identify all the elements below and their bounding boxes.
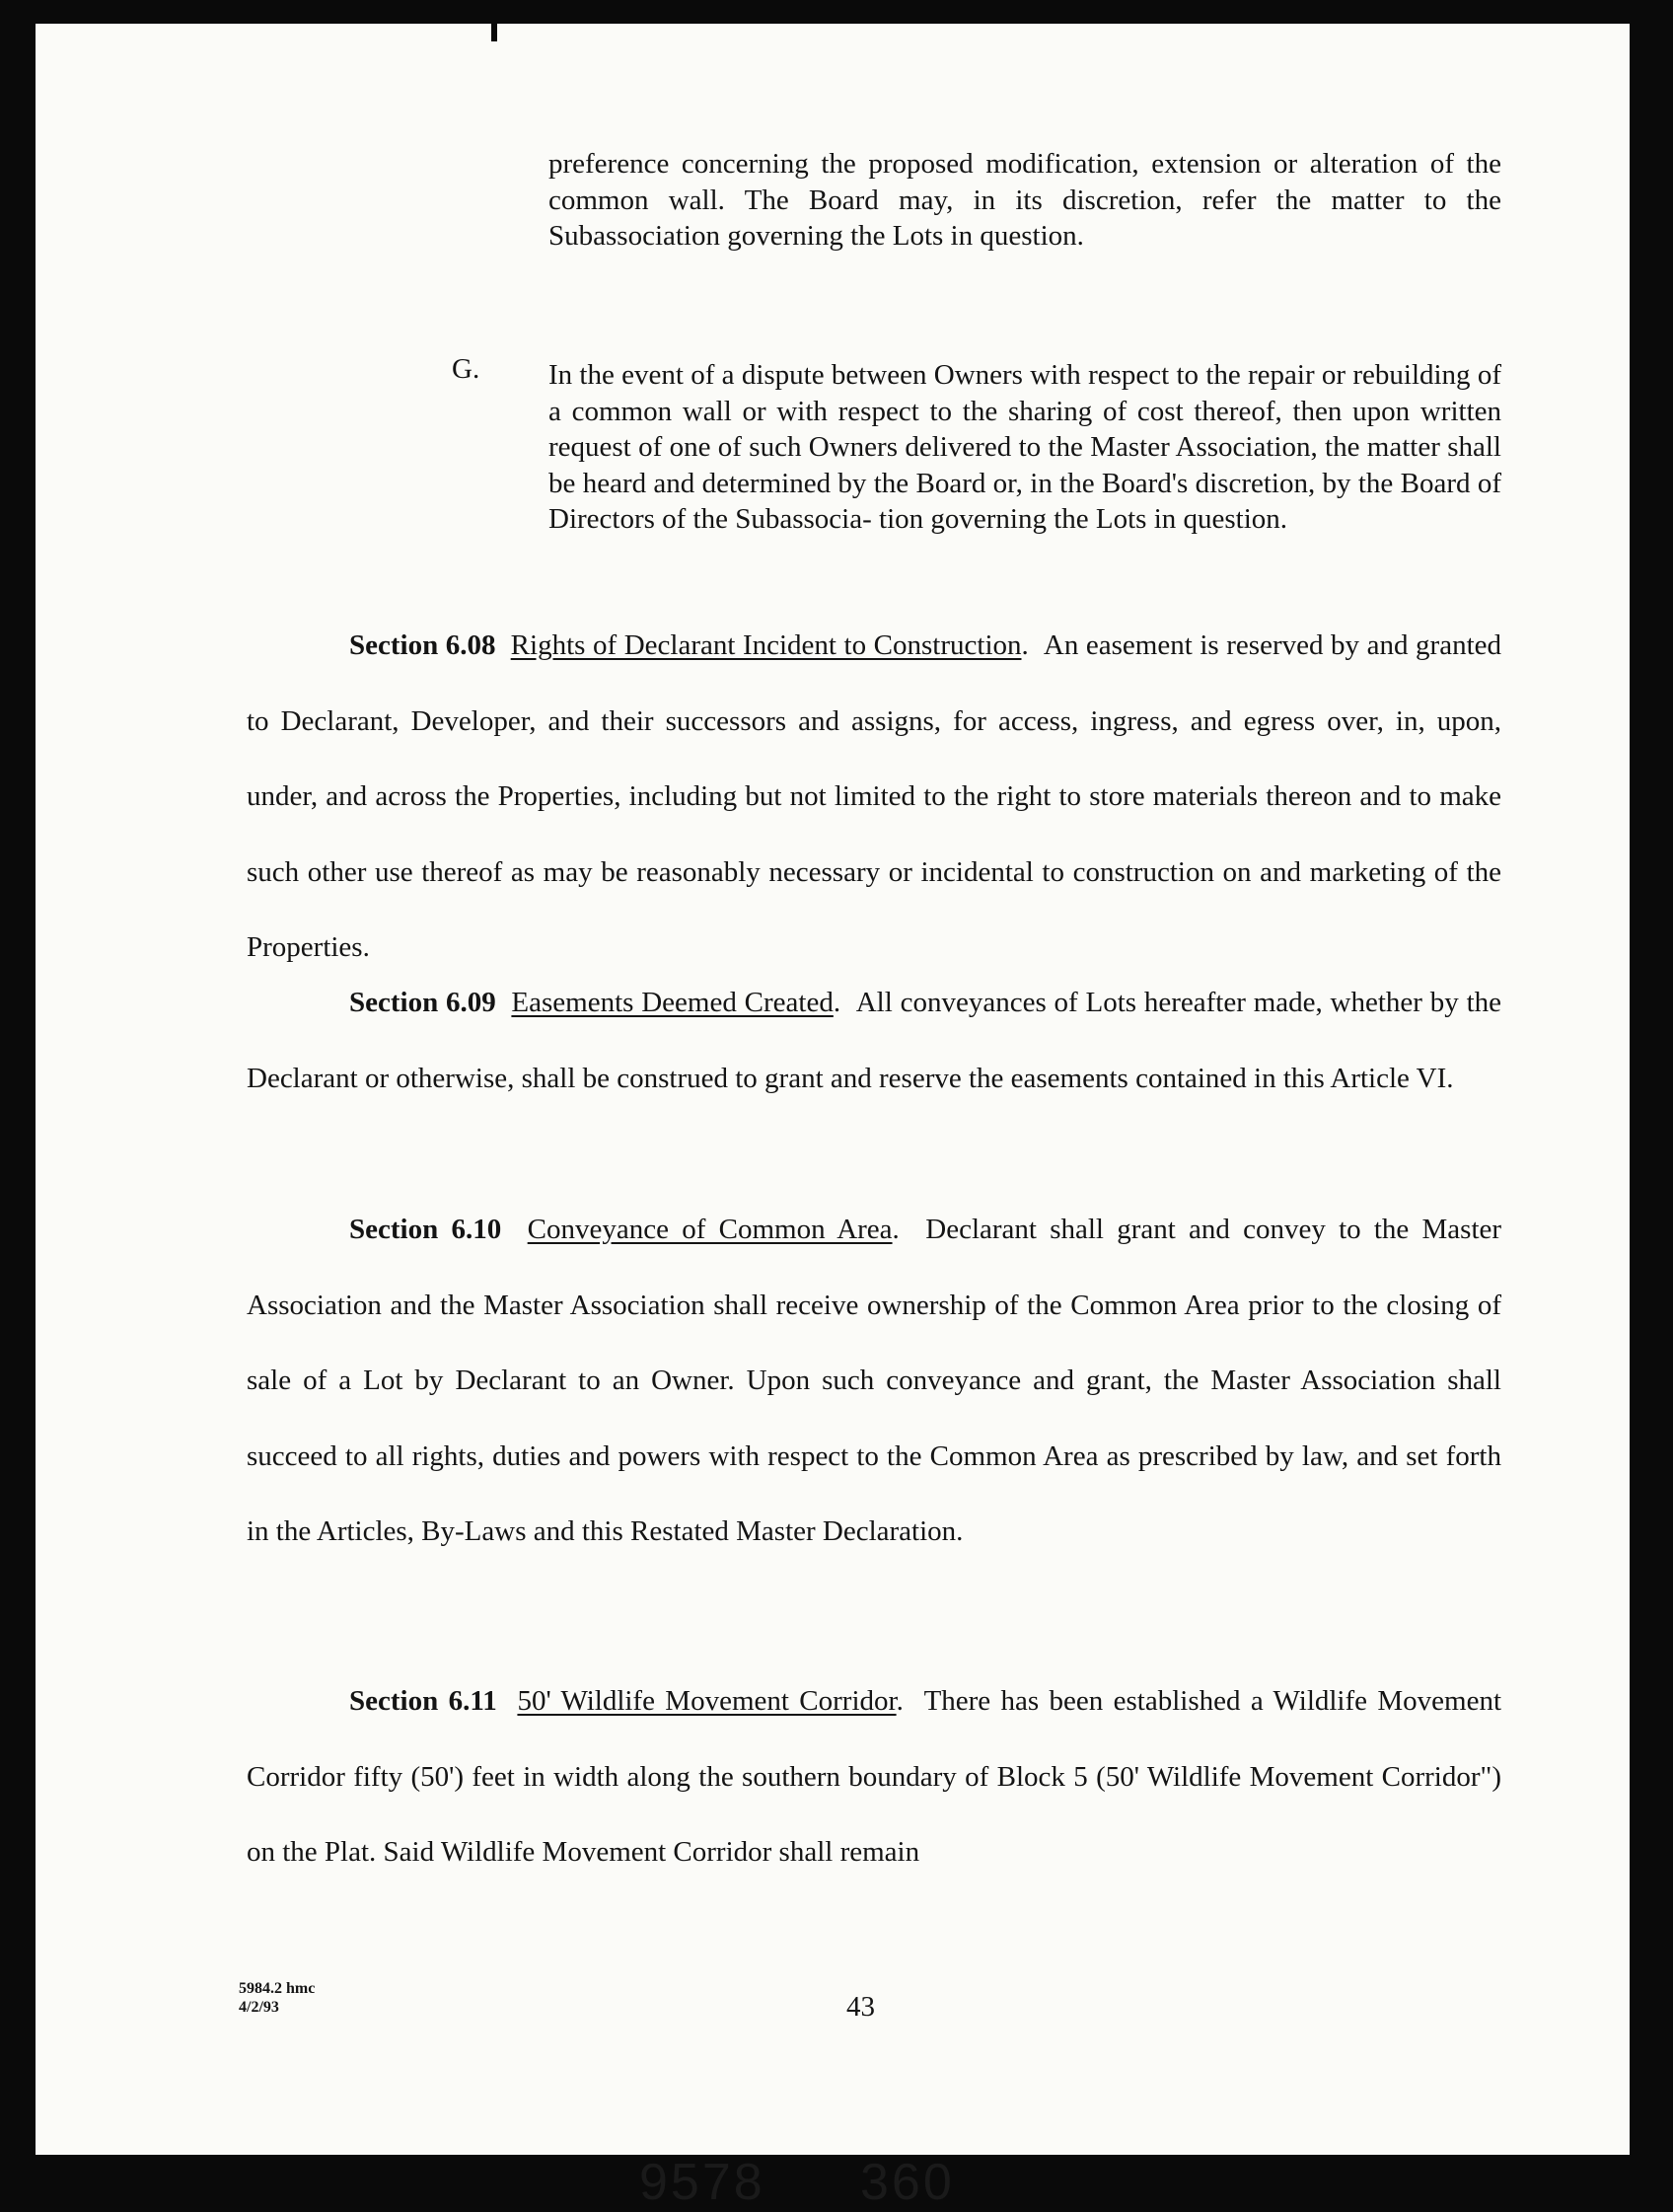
section-body: There has been established a Wildlife Movement Corridor fifty (50') feet in width along the southern boundary of Block 5 (50' Wildlife Movement Corridor") on the Plat. Said Wildlife Movement Corridor shall remain xyxy=(247,1685,1502,1868)
stamp-right-number: 360 xyxy=(860,2154,955,2211)
section-title: Rights of Declarant Incident to Construction xyxy=(510,629,1022,661)
section-title: 50' Wildlife Movement Corridor xyxy=(517,1685,897,1717)
section-6-10: Section 6.10 Conveyance of Common Area. Declarant shall grant and convey to the Master Association and the Master Association shall receive ownership of the Common Area prior to the closing of sale of a Lot by Declarant to an Owner. Upon such conveyance and grant, the Master Association shall succeed to all rights, duties and powers with respect to the Common Area as prescribed by law, and set forth in the Articles, By-Laws and this Restated Master Declaration. xyxy=(247,1214,1502,1547)
section-body: An easement is reserved by and granted to Declarant, Developer, and their successors and assigns, for access, ingress, and egress over, in, upon, under, and across the Properties, including but not limited to the right to store materials thereon and to make such other use thereof as may be reasonably necessary or incidental to construction on and marketing of the Properties. xyxy=(247,629,1501,963)
page-number: 43 xyxy=(846,1991,875,2023)
section-number: Section 6.10 xyxy=(349,1214,502,1245)
section-body: All conveyances of Lots hereafter made, whether by the Declarant or otherwise, shall be construed to grant and reserve the easements contained in this Article VI. xyxy=(247,987,1502,1094)
section-number: Section 6.09 xyxy=(349,987,496,1018)
continuation-paragraph: preference concerning the proposed modification, extension or alteration of the common wall. The Board may, in its discretion, refer the matter to the Subassociation governing the Lots in question. xyxy=(548,148,1501,252)
paragraph-g-text: In the event of a dispute between Owners with respect to the repair or rebuilding of a common wall or with respect to the sharing of cost thereof, then upon written request of one of such Owners delivered to the Master Association, the matter shall be heard and determined by the Board or, in the Board's discretion, by the Board of Directors of the Subassocia- tion governing the Lots in question. xyxy=(548,359,1501,535)
footer-doc-info xyxy=(239,1979,315,2017)
section-number: Section 6.08 xyxy=(349,629,496,661)
scan-edge-mark xyxy=(491,24,497,41)
footer-doc-code: 5984.2 hmc xyxy=(239,1980,316,1997)
section-title: Easements Deemed Created xyxy=(511,987,834,1018)
section-number: Section 6.11 xyxy=(349,1685,497,1717)
section-6-09: Section 6.09 Easements Deemed Created. All conveyances of Lots hereafter made, whether by the Declarant or otherwise, shall be construed to grant and reserve the easements contained in this Article VI. xyxy=(247,987,1502,1094)
paragraph-g-letter: G. xyxy=(452,353,480,385)
stamp-left-number: 9578 xyxy=(639,2154,765,2211)
section-6-08: Section 6.08 Rights of Declarant Incident to Construction. An easement is reserved by and granted to Declarant, Developer, and their successors and assigns, for access, ingress, and egress over, in, upon, under, and across the Properties, including but not limited to the right to store materials thereon and to make such other use thereof as may be reasonably necessary or incidental to construction on and marketing of the Properties. xyxy=(247,629,1501,963)
section-body: Declarant shall grant and convey to the Master Association and the Master Association shall receive ownership of the Common Area prior to the closing of sale of a Lot by Declarant to an Owner. Upon such conveyance and grant, the Master Association shall succeed to all rights, duties and powers with respect to the Common Area as prescribed by law, and set forth in the Articles, By-Laws and this Restated Master Declaration. xyxy=(247,1214,1502,1547)
footer-date: 4/2/93 xyxy=(239,1999,279,2016)
document-page xyxy=(36,24,1630,2211)
section-6-11: Section 6.11 50' Wildlife Movement Corridor. There has been established a Wildlife Movement Corridor fifty (50') feet in width along the southern boundary of Block 5 (50' Wildlife Movement Corridor") on the Plat. Said Wildlife Movement Corridor shall remain xyxy=(247,1685,1502,1868)
section-title: Conveyance of Common Area xyxy=(527,1214,893,1245)
